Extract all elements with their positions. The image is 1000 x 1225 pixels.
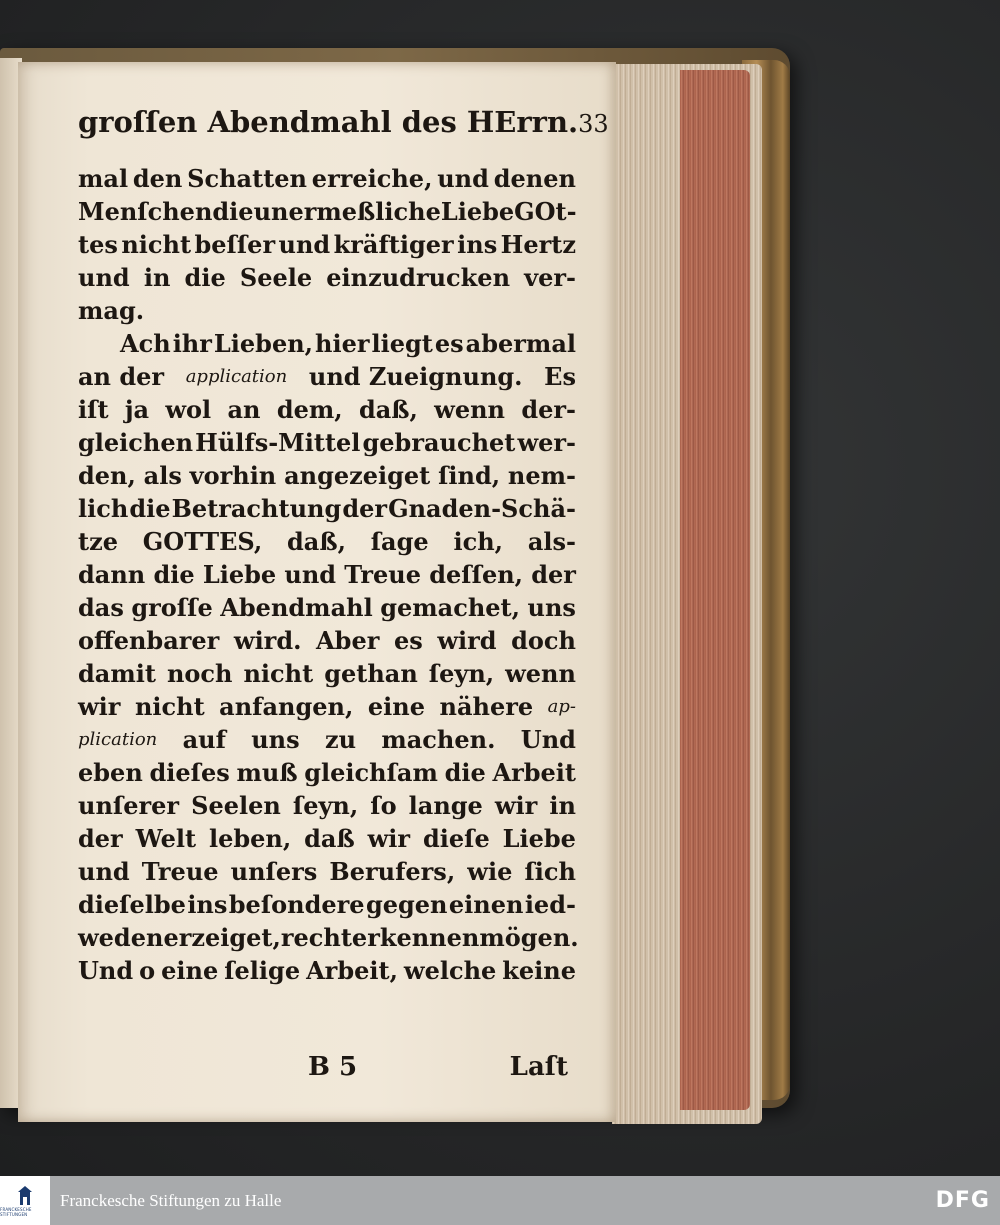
word: die — [153, 560, 195, 589]
word: keine — [502, 956, 576, 985]
text-line — [78, 228, 576, 261]
word: mögen. — [479, 923, 579, 952]
text-line — [78, 558, 576, 591]
text-line — [78, 195, 576, 228]
word: hier — [315, 329, 370, 358]
text-line — [78, 492, 576, 525]
text-line — [78, 921, 579, 954]
word: Hülfs-Mittel — [195, 428, 361, 457]
word: unermeßliche — [253, 197, 441, 226]
word: beſſer — [194, 230, 276, 259]
institution-logo[interactable] — [0, 1176, 50, 1225]
text-line — [78, 327, 576, 360]
word: wer- — [517, 428, 576, 457]
word: eine — [161, 956, 219, 985]
word: Menſchen — [78, 197, 213, 226]
word: offenbarer — [78, 626, 220, 655]
text-line — [78, 888, 576, 921]
text-line — [78, 756, 576, 789]
word: ſage — [370, 527, 429, 556]
word: als- — [527, 527, 576, 556]
word: Welt — [135, 824, 197, 853]
text-line — [78, 360, 576, 393]
word: Es — [544, 362, 576, 391]
text-line — [78, 657, 576, 690]
word: tze — [78, 527, 118, 556]
word: der — [78, 824, 123, 853]
text-line — [78, 723, 576, 756]
word: den — [132, 164, 183, 193]
header-title: groſſen Abendmahl des HErrn. — [78, 105, 579, 139]
word: Seele — [239, 263, 313, 292]
word: daß — [304, 824, 355, 853]
word: GOTTES, — [142, 527, 263, 556]
word: der- — [521, 395, 576, 424]
word: einen — [448, 890, 524, 919]
word: Treue — [141, 857, 219, 886]
institution-name[interactable]: Franckesche Stiftungen zu Halle — [60, 1190, 282, 1210]
word: dieſelbe — [78, 890, 186, 919]
word: wenn — [434, 395, 505, 424]
dfg-logo[interactable]: DFG — [935, 1188, 990, 1213]
word: die — [212, 197, 254, 226]
word: ja — [124, 395, 150, 424]
word: uns — [527, 593, 576, 622]
word: gethan — [324, 659, 418, 688]
word: wir — [494, 791, 538, 820]
word: wird. — [233, 626, 302, 655]
word: es — [393, 626, 423, 655]
word: angezeiget — [284, 461, 431, 490]
word: ſich — [524, 857, 576, 886]
word: gebrauchet — [362, 428, 516, 457]
word: ſelige — [224, 956, 301, 985]
text-line — [78, 954, 576, 987]
word: gegen — [365, 890, 448, 919]
word: wir — [367, 824, 411, 853]
book-page — [18, 62, 616, 1122]
word: Hertz — [500, 230, 576, 259]
word: Arbeit — [492, 758, 576, 787]
word: uns — [251, 725, 300, 754]
word: Schatten — [187, 164, 307, 193]
word: nicht — [121, 230, 192, 259]
word: damit — [78, 659, 156, 688]
word: ied- — [524, 890, 576, 919]
word: noch — [166, 659, 233, 688]
word: Lieben, — [213, 329, 314, 358]
word: ſeyn, — [428, 659, 495, 688]
word: es — [434, 329, 464, 358]
word: gleichen — [78, 428, 194, 457]
word: ihr — [172, 329, 212, 358]
word: Seelen — [191, 791, 281, 820]
word: und — [284, 560, 337, 589]
word: die — [129, 494, 171, 523]
word: in — [549, 791, 576, 820]
word: dieſe — [422, 824, 490, 853]
word: wird — [437, 626, 497, 655]
word: ſind, — [438, 461, 501, 490]
text-line — [78, 822, 576, 855]
word: GOt- — [514, 197, 577, 226]
word: vorhin — [189, 461, 277, 490]
word: ich, — [453, 527, 504, 556]
word: Liebe — [202, 560, 277, 589]
word: den, — [78, 461, 136, 490]
word: leben, — [208, 824, 292, 853]
word: ap- — [547, 696, 576, 717]
page-footer — [78, 1052, 568, 1082]
word: wir — [78, 692, 121, 721]
word: eben — [78, 758, 143, 787]
word: erkennen — [351, 923, 480, 952]
word: ſo — [370, 791, 397, 820]
catchword: Laſt — [509, 1052, 568, 1082]
word: Berufers, — [329, 857, 456, 886]
word: an der — [78, 362, 165, 391]
word: dann — [78, 560, 146, 589]
word: recht — [280, 923, 352, 952]
word: wie — [467, 857, 513, 886]
red-page-edge — [680, 70, 750, 1110]
text-line — [78, 591, 576, 624]
word: unſers — [230, 857, 318, 886]
word: Betrachtung — [171, 494, 342, 523]
word: und — [437, 164, 489, 193]
word: Abendmahl — [220, 593, 373, 622]
word: Arbeit, — [306, 956, 398, 985]
word: dem, — [276, 395, 343, 424]
word: abermal — [465, 329, 576, 358]
word: welche — [403, 956, 497, 985]
word: weden — [78, 923, 164, 952]
word: deſſen, — [429, 560, 524, 589]
word: nicht — [134, 692, 205, 721]
logo-text: FRANCKESCHE STIFTUNGEN — [0, 1206, 32, 1217]
word: liegt — [371, 329, 433, 358]
text-line — [78, 162, 576, 195]
word: wenn — [505, 659, 576, 688]
word: application — [185, 366, 288, 387]
word: Liebe — [440, 197, 515, 226]
word: anfangen, — [219, 692, 354, 721]
text-line — [78, 525, 576, 558]
text-line — [78, 789, 576, 822]
word: mal — [78, 164, 129, 193]
word: Und — [78, 956, 134, 985]
word: beſondere — [228, 890, 365, 919]
word: und — [78, 857, 130, 886]
word: der — [531, 560, 576, 589]
word: Liebe — [502, 824, 576, 853]
word: als — [143, 461, 182, 490]
text-line — [78, 426, 576, 459]
word: iſt — [78, 395, 109, 424]
word: daß, — [358, 395, 418, 424]
word: ſeyn, — [292, 791, 359, 820]
word: daß, — [287, 527, 346, 556]
word: ins — [457, 230, 498, 259]
word: mag. — [78, 296, 145, 325]
body-text — [78, 162, 579, 987]
word: unſerer — [78, 791, 180, 820]
word: einzudrucken — [326, 263, 511, 292]
word: die — [444, 758, 486, 787]
word: und — [78, 263, 130, 292]
page-number: 33 — [578, 110, 609, 138]
word: ver- — [524, 263, 576, 292]
word: tes — [78, 230, 118, 259]
word: muß — [236, 758, 298, 787]
word: ins — [187, 890, 228, 919]
word: zu — [324, 725, 357, 754]
word: machen. — [381, 725, 496, 754]
word: gleichſam — [304, 758, 438, 787]
text-line — [78, 261, 576, 294]
word: lange — [408, 791, 483, 820]
word: und — [278, 230, 331, 259]
running-header — [78, 102, 609, 144]
word: groſſe — [131, 593, 213, 622]
word: doch — [511, 626, 576, 655]
viewer-footer-bar — [0, 1176, 1000, 1225]
word: auf — [182, 725, 226, 754]
word: das — [78, 593, 124, 622]
word: Gnaden-Schä- — [388, 494, 576, 523]
word: die — [184, 263, 226, 292]
word: nicht — [243, 659, 314, 688]
word: eine — [367, 692, 425, 721]
text-line — [78, 393, 576, 426]
word: denen — [493, 164, 576, 193]
word: wol — [165, 395, 212, 424]
text-line — [78, 624, 576, 657]
text-line — [78, 690, 576, 723]
text-line — [78, 459, 576, 492]
text-line — [78, 855, 576, 888]
word: kräftiger — [333, 230, 454, 259]
text-line — [78, 294, 576, 327]
building-icon — [14, 1185, 36, 1207]
word: dieſes — [149, 758, 230, 787]
word: nähere — [439, 692, 534, 721]
word: erzeiget, — [163, 923, 281, 952]
word: o — [139, 956, 156, 985]
word: Ach — [120, 329, 171, 358]
word: an — [227, 395, 261, 424]
word: nem- — [507, 461, 576, 490]
word: erreiche, — [311, 164, 433, 193]
signature-mark: B 5 — [308, 1052, 358, 1082]
word: und Zueignung. — [308, 362, 523, 391]
word: Aber — [316, 626, 380, 655]
word: plication — [78, 729, 158, 750]
word: lich — [78, 494, 129, 523]
word: Und — [520, 725, 576, 754]
word: in — [143, 263, 171, 292]
word: der — [342, 494, 388, 523]
word: Treue — [344, 560, 422, 589]
word: gemachet, — [380, 593, 520, 622]
